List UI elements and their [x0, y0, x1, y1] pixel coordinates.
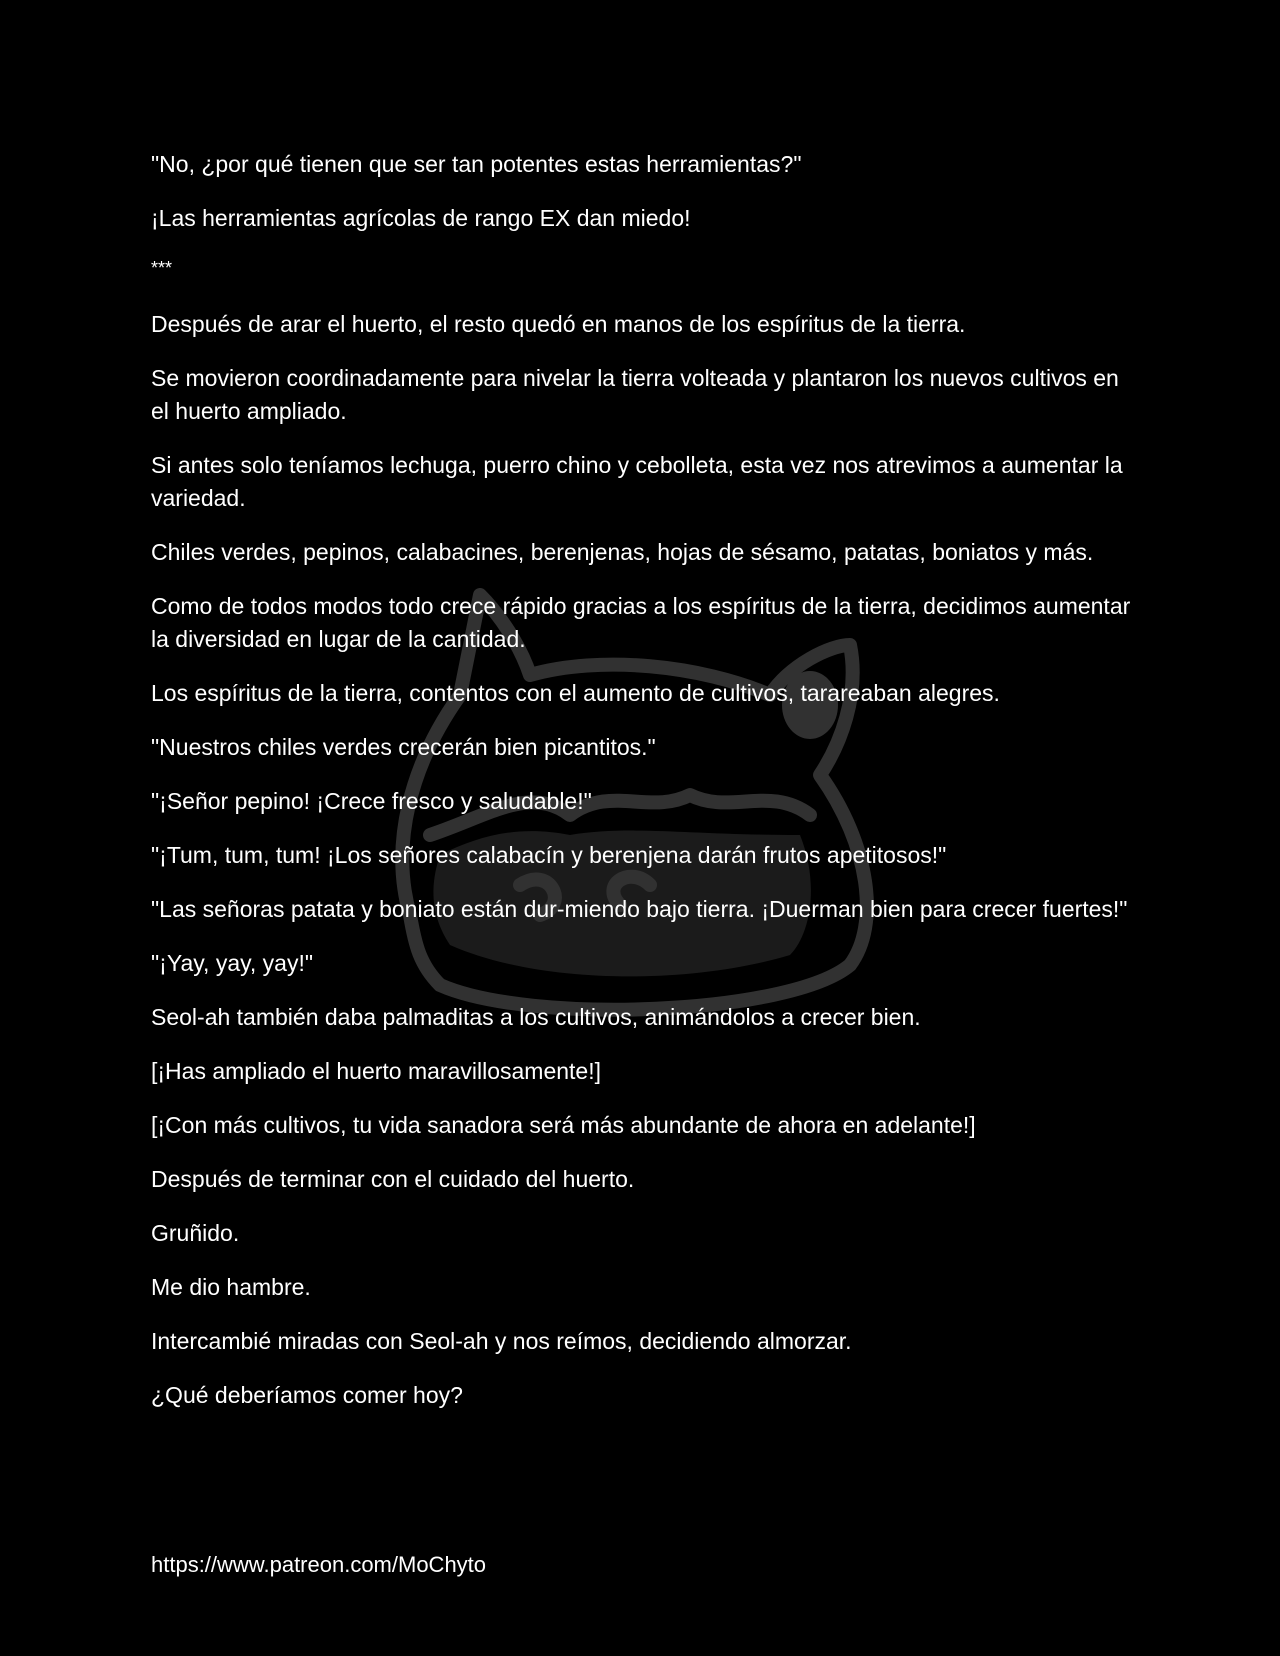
paragraph-1: "No, ¿por qué tienen que ser tan potentes estas herramientas?": [151, 151, 802, 177]
paragraph-18: Después de terminar con el cuidado del huerto.: [151, 1166, 635, 1192]
paragraph-4: Después de arar el huerto, el resto quedó en manos de los espíritus de la tierra.: [151, 311, 966, 337]
paragraph-15: Seol-ah también daba palmaditas a los cultivos, animándolos a crecer bien.: [151, 1004, 921, 1030]
paragraph-14: "¡Yay, yay, yay!": [151, 950, 314, 976]
paragraph-9: Los espíritus de la tierra, contentos con el aumento de cultivos, tarareaban alegres.: [151, 680, 1000, 706]
paragraph-7: Chiles verdes, pepinos, calabacines, berenjenas, hojas de sésamo, patatas, boniatos y más.: [151, 539, 1094, 565]
paragraph-11: "¡Señor pepino! ¡Crece fresco y saludable!": [151, 788, 592, 814]
scene-separator: ***: [151, 258, 173, 278]
paragraph-8: Como de todos modos todo crece rápido gracias a los espíritus de la tierra, decidimos aumentar la diversidad en lugar de la cantidad.: [151, 593, 1131, 652]
story-text-column: [151, 148, 1141, 1433]
paragraph-21: Intercambié miradas con Seol-ah y nos reímos, decidiendo almorzar.: [151, 1328, 852, 1354]
paragraph-5: Se movieron coordinadamente para nivelar la tierra volteada y plantaron los nuevos cultivos en el huerto ampliado.: [151, 365, 1119, 424]
paragraph-10: "Nuestros chiles verdes crecerán bien picantitos.": [151, 734, 656, 760]
paragraph-13: "Las señoras patata y boniato están dur-miendo bajo tierra. ¡Duerman bien para crecer fuertes!": [151, 896, 1128, 922]
paragraph-19: Gruñido.: [151, 1220, 240, 1246]
patreon-link[interactable]: https://www.patreon.com/MoChyto: [151, 1552, 487, 1577]
paragraph-12: "¡Tum, tum, tum! ¡Los señores calabacín y berenjena darán frutos apetitosos!": [151, 842, 947, 868]
paragraph-2: ¡Las herramientas agrícolas de rango EX dan miedo!: [151, 205, 691, 231]
paragraph-22: ¿Qué deberíamos comer hoy?: [151, 1382, 463, 1408]
paragraph-16: [¡Has ampliado el huerto maravillosamente!]: [151, 1058, 601, 1084]
paragraph-6: Si antes solo teníamos lechuga, puerro chino y cebolleta, esta vez nos atrevimos a aumentar la variedad.: [151, 452, 1123, 511]
paragraph-20: Me dio hambre.: [151, 1274, 311, 1300]
paragraph-17: [¡Con más cultivos, tu vida sanadora será más abundante de ahora en adelante!]: [151, 1112, 976, 1138]
